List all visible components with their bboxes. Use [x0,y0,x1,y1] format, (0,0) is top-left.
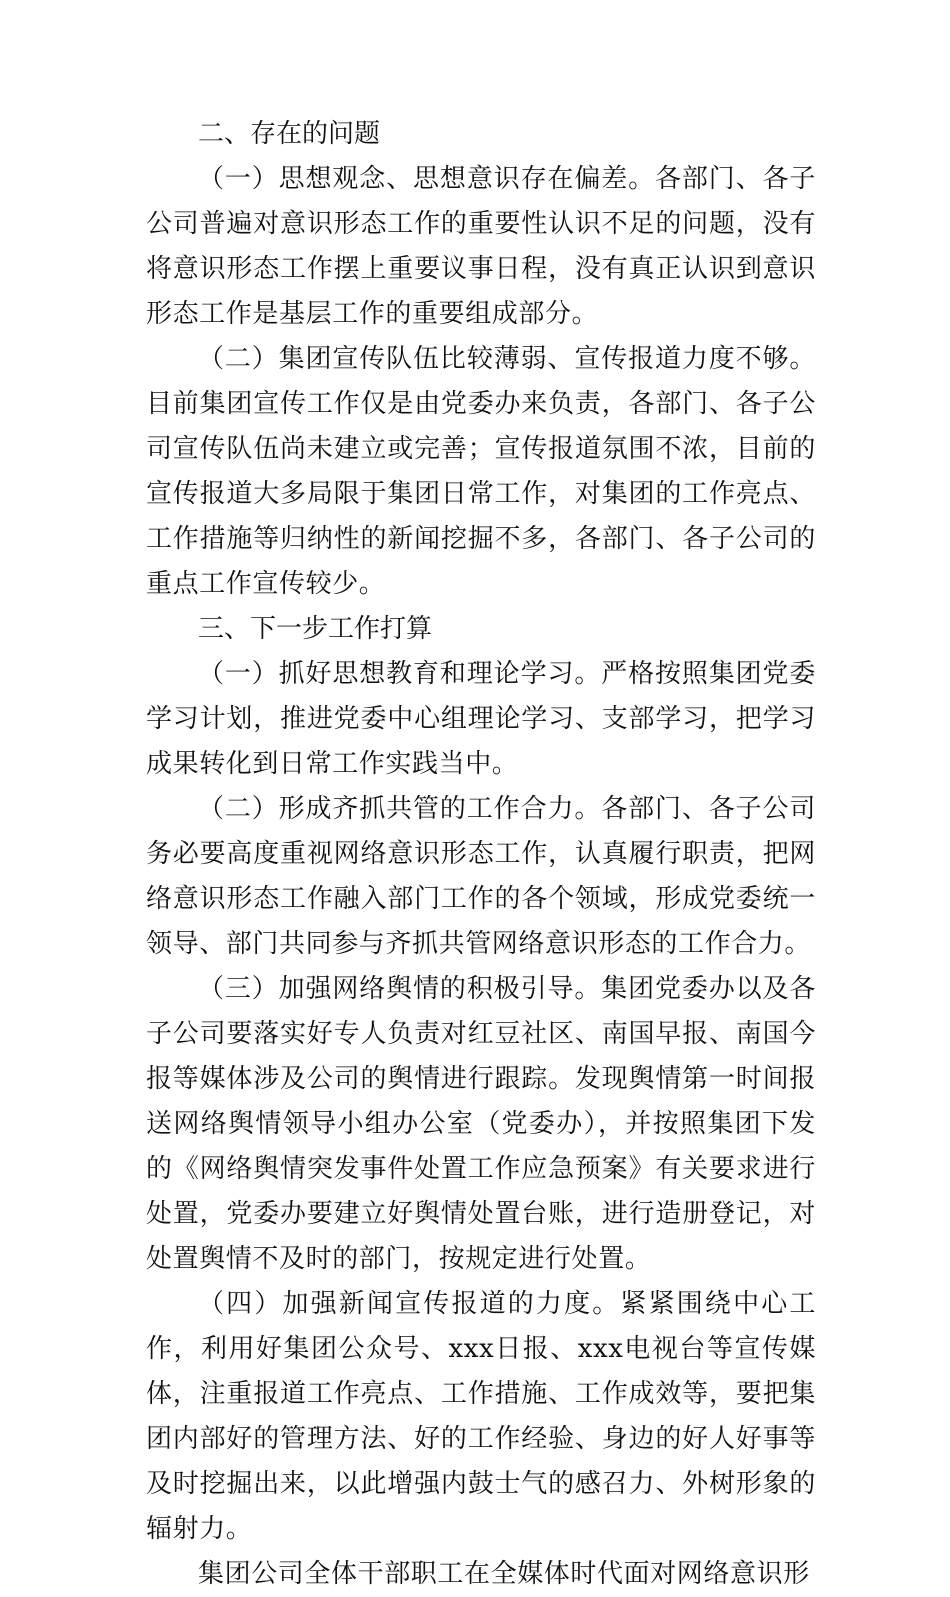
section-heading-next-steps: 三、下一步工作打算 [198,614,433,644]
paragraph-problem-1 [146,157,816,337]
paragraph-lead: （二）集团宣传队伍比较薄弱、宣传报道力度不够。 [198,344,816,374]
paragraph-body: 各部门、各子公司普遍对意识形态工作的重要性认识不足的问题，没有将意识形态工作摆上重要议事日程，没有真正认识到意识形态工作是基层工作的重要组成部分。 [146,164,816,329]
paragraph-lead: （一）抓好思想教育和理论学习。 [198,659,602,689]
paragraph-body: 紧紧围绕中心工作，利用好集团公众号、xxx日报、xxx电视台等宣传媒体，注重报道工作亮点、工作措施、工作成效等，要把集团内部好的管理方法、好的工作经验、身边的好人好事等及时挖掘出来，以此增强内鼓士气的感召力、外树形象的辐射力。 [146,1289,816,1544]
paragraph-body: 各部门、各子公司务必要高度重视网络意识形态工作，认真履行职责，把网络意识形态工作融入部门工作的各个领域，形成党委统一领导、部门共同参与齐抓共管网络意识形态的工作合力。 [146,794,816,959]
paragraph-lead: （二）形成齐抓共管的工作合力。 [198,794,602,824]
section-heading-problems: 二、存在的问题 [198,119,381,149]
paragraph-plan-4 [146,1282,816,1552]
paragraph-body: 目前集团宣传工作仅是由党委办来负责，各部门、各子公司宣传队伍尚未建立或完善；宣传报道氛围不浓，目前的宣传报道大多局限于集团日常工作，对集团的工作亮点、工作措施等归纳性的新闻挖掘不多，各部门、各子公司的重点工作宣传较少。 [146,389,816,599]
paragraph-closing: 集团公司全体干部职工在全媒体时代面对网络意识形 [198,1559,810,1589]
paragraph-plan-1 [146,652,816,787]
paragraph-problem-2 [146,337,816,607]
paragraph-plan-3 [146,967,816,1282]
paragraph-lead: （三）加强网络舆情的积极引导。 [198,974,602,1004]
paragraph-body: 严格按照集团党委学习计划，推进党委中心组理论学习、支部学习，把学习成果转化到日常工作实践当中。 [146,659,816,779]
paragraph-lead: （一）思想观念、思想意识存在偏差。 [198,164,655,194]
document-body [146,112,816,1597]
paragraph-lead: （四）加强新闻宣传报道的力度。 [198,1289,621,1319]
paragraph-body: 集团党委办以及各子公司要落实好专人负责对红豆社区、南国早报、南国今报等媒体涉及公司的舆情进行跟踪。发现舆情第一时间报送网络舆情领导小组办公室（党委办），并按照集团下发的《网络舆情突发事件处置工作应急预案》有关要求进行处置，党委办要建立好舆情处置台账，进行造册登记，对处置舆情不及时的部门，按规定进行处置。 [146,974,816,1274]
paragraph-plan-2 [146,787,816,967]
